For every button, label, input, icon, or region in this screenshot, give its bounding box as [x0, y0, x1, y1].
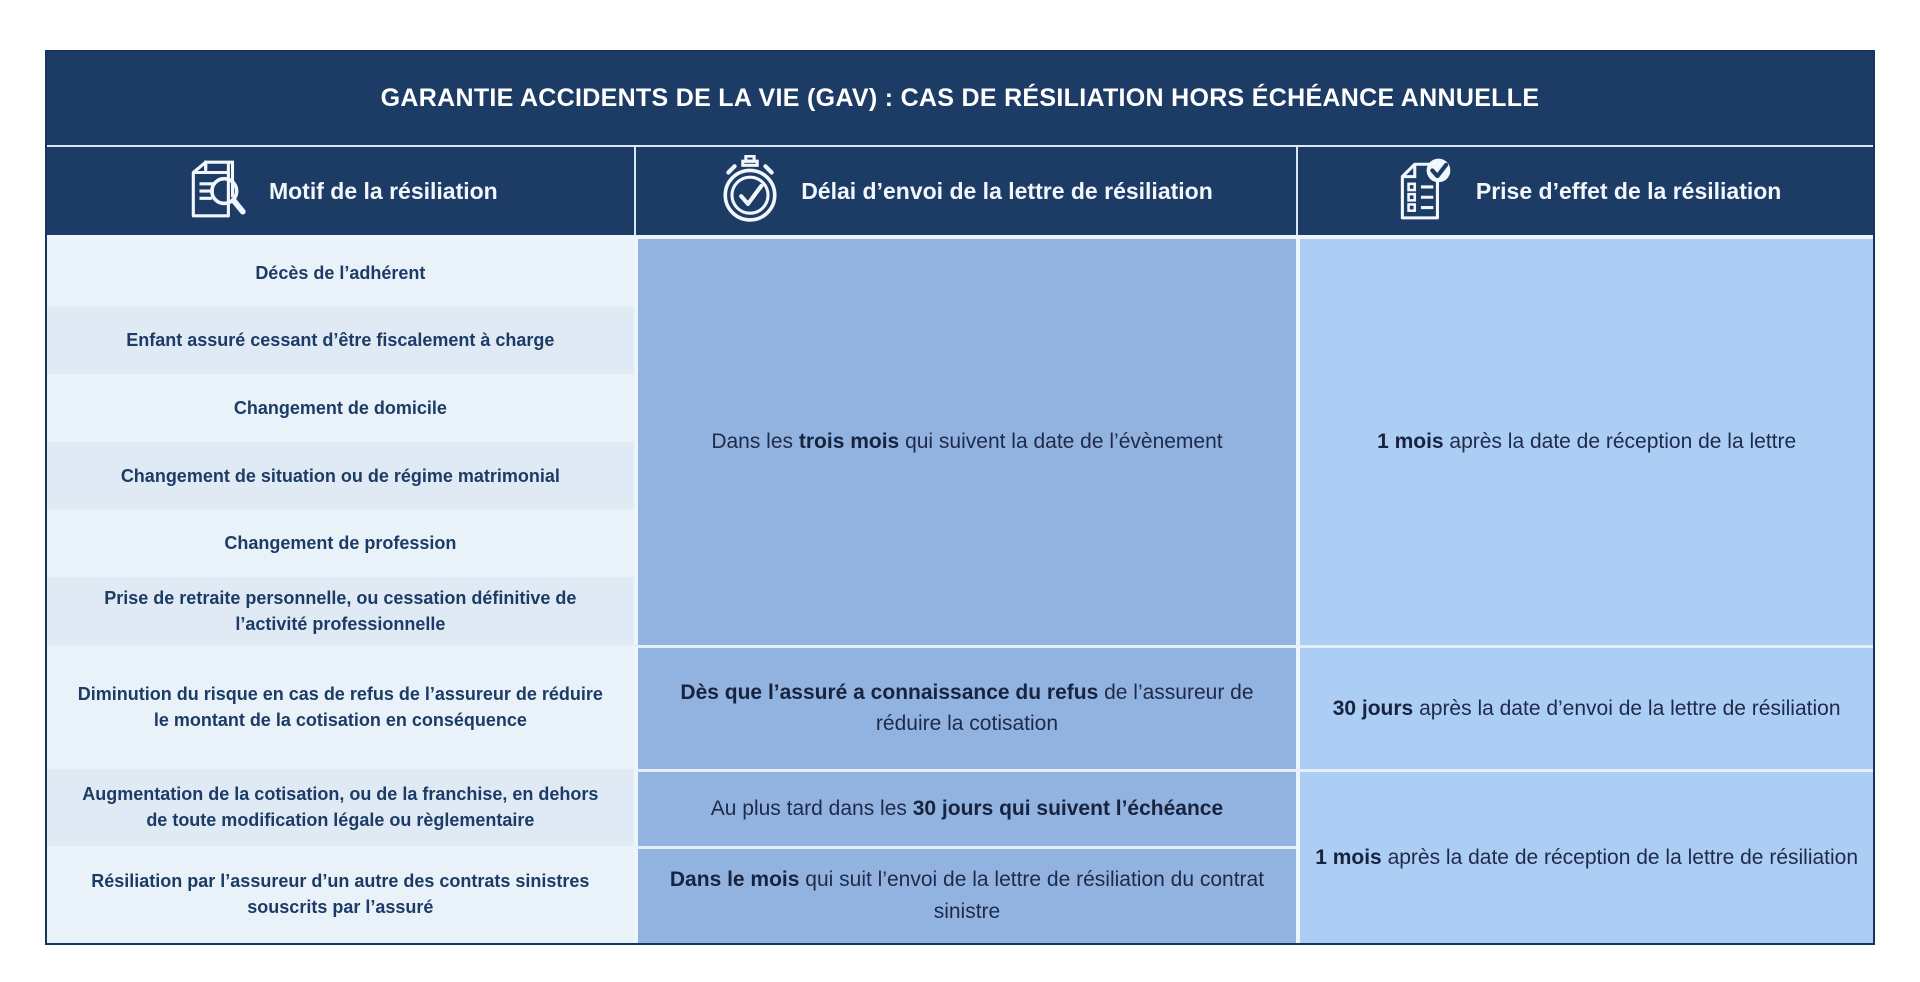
effet-cell-group: 1 mois après la date de réception de la lettre — [1296, 239, 1873, 645]
motif-cell-profession: Changement de profession — [47, 509, 634, 577]
table-header-row — [47, 147, 1873, 239]
page-title: GARANTIE ACCIDENTS DE LA VIE (GAV) : CAS DE RÉSILIATION HORS ÉCHÉANCE ANNUELLE — [380, 84, 1540, 112]
table-body — [47, 239, 1873, 943]
effet-cell-diminution-risque: 30 jours après la date d’envoi de la lettre de résiliation — [1296, 645, 1873, 769]
stopwatch-check-icon — [719, 155, 781, 228]
delai-cell-augmentation-cotisation: Au plus tard dans les 30 jours qui suivent l’échéance — [634, 769, 1297, 846]
header-cell-motif — [47, 147, 634, 235]
gav-resiliation-table — [45, 50, 1875, 945]
motif-cell-domicile: Changement de domicile — [47, 374, 634, 442]
header-label-effet: Prise d’effet de la résiliation — [1475, 177, 1782, 204]
motif-cell-deces: Décès de l’adhérent — [47, 239, 634, 307]
motif-cell-resiliation-assureur: Résiliation par l’assureur d’un autre des contrats sinistres souscrits par l’assuré — [47, 846, 634, 943]
delai-cell-diminution-risque: Dès que l’assuré a connaissance du refus de l’assureur de réduire la cotisation — [634, 645, 1297, 769]
table-title-bar — [47, 52, 1873, 147]
motif-cell-enfant: Enfant assuré cessant d’être fiscalement à charge — [47, 307, 634, 375]
delai-cell-resiliation-assureur: Dans le mois qui suit l’envoi de la lettre de résiliation du contrat sinistre — [634, 846, 1297, 943]
motif-cell-situation: Changement de situation ou de régime matrimonial — [47, 442, 634, 510]
header-label-delai: Délai d’envoi de la lettre de résiliation — [801, 177, 1213, 204]
header-cell-effet — [1296, 147, 1873, 235]
motif-cell-diminution-risque: Diminution du risque en cas de refus de l’assureur de réduire le montant de la cotisation en conséquence — [47, 645, 634, 769]
motif-cell-retraite: Prise de retraite personnelle, ou cessation définitive de l’activité professionnelle — [47, 577, 634, 645]
clipboard-check-icon — [1390, 156, 1456, 227]
header-label-motif: Motif de la résiliation — [268, 177, 498, 204]
effet-cell-rows8-9: 1 mois après la date de réception de la lettre de résiliation — [1296, 769, 1873, 943]
header-cell-delai — [634, 147, 1297, 235]
delai-cell-group: Dans les trois mois qui suivent la date de l’évènement — [634, 239, 1297, 645]
documents-search-icon — [183, 156, 249, 227]
motif-cell-augmentation-cotisation: Augmentation de la cotisation, ou de la franchise, en dehors de toute modification légale ou règlementaire — [47, 769, 634, 846]
